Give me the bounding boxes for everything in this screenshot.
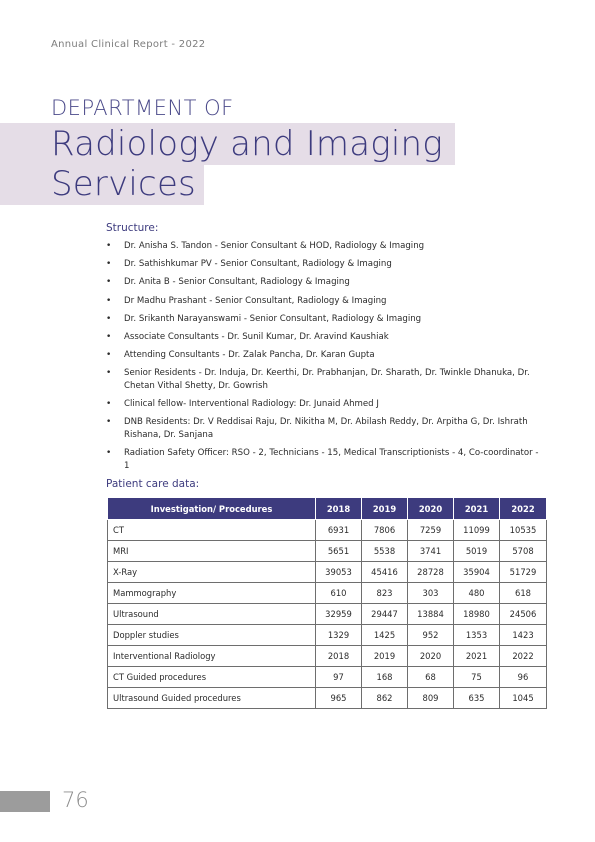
list-item: • Attending Consultants - Dr. Zalak Pancha, Dr. Karan Gupta	[106, 349, 546, 362]
value-cell: 68	[408, 667, 454, 688]
table-row	[108, 604, 547, 625]
value-cell: 3741	[408, 541, 454, 562]
table-row	[108, 562, 547, 583]
table-row	[108, 625, 547, 646]
list-item: • Dr. Srikanth Narayanswami - Senior Consultant, Radiology & Imaging	[106, 313, 546, 326]
value-cell: 35904	[454, 562, 500, 583]
table-header-row	[108, 498, 547, 520]
value-cell: 5708	[500, 541, 547, 562]
value-cell: 480	[454, 583, 500, 604]
patient-care-table	[107, 497, 547, 709]
value-cell: 10535	[500, 520, 547, 541]
page-number: 76	[62, 788, 89, 812]
value-cell: 11099	[454, 520, 500, 541]
row-label-cell: X-Ray	[108, 562, 316, 583]
patient-care-heading: Patient care data:	[106, 478, 200, 490]
value-cell: 75	[454, 667, 500, 688]
page-title-line-2: Services	[51, 164, 196, 204]
value-cell: 862	[362, 688, 408, 709]
value-cell: 1329	[316, 625, 362, 646]
value-cell: 1045	[500, 688, 547, 709]
value-cell: 96	[500, 667, 547, 688]
value-cell: 7806	[362, 520, 408, 541]
value-cell: 5651	[316, 541, 362, 562]
value-cell: 2021	[454, 646, 500, 667]
list-item: • Dr. Sathishkumar PV - Senior Consultant, Radiology & Imaging	[106, 258, 546, 271]
value-cell: 29447	[362, 604, 408, 625]
value-cell: 39053	[316, 562, 362, 583]
value-cell: 24506	[500, 604, 547, 625]
page-title-line-1: Radiology and Imaging	[51, 124, 443, 164]
column-header: 2021	[454, 498, 500, 520]
value-cell: 7259	[408, 520, 454, 541]
row-label-cell: CT Guided procedures	[108, 667, 316, 688]
column-header: 2022	[500, 498, 547, 520]
value-cell: 965	[316, 688, 362, 709]
value-cell: 2020	[408, 646, 454, 667]
value-cell: 28728	[408, 562, 454, 583]
value-cell: 18980	[454, 604, 500, 625]
row-label-cell: Ultrasound	[108, 604, 316, 625]
structure-heading: Structure:	[106, 222, 159, 234]
value-cell: 13884	[408, 604, 454, 625]
list-item: • Dr. Anisha S. Tandon - Senior Consultant & HOD, Radiology & Imaging	[106, 240, 546, 253]
column-header: 2019	[362, 498, 408, 520]
list-item: • Associate Consultants - Dr. Sunil Kumar, Dr. Aravind Kaushiak	[106, 331, 546, 344]
value-cell: 618	[500, 583, 547, 604]
value-cell: 97	[316, 667, 362, 688]
value-cell: 51729	[500, 562, 547, 583]
value-cell: 1423	[500, 625, 547, 646]
value-cell: 6931	[316, 520, 362, 541]
value-cell: 168	[362, 667, 408, 688]
value-cell: 823	[362, 583, 408, 604]
running-head: Annual Clinical Report - 2022	[51, 39, 206, 50]
row-label-cell: MRI	[108, 541, 316, 562]
structure-list	[106, 240, 546, 478]
department-label: DEPARTMENT OF	[51, 96, 234, 120]
row-label-cell: CT	[108, 520, 316, 541]
value-cell: 952	[408, 625, 454, 646]
value-cell: 1425	[362, 625, 408, 646]
row-label-cell: Mammography	[108, 583, 316, 604]
table-row	[108, 583, 547, 604]
value-cell: 635	[454, 688, 500, 709]
value-cell: 809	[408, 688, 454, 709]
table-row	[108, 667, 547, 688]
table-row	[108, 520, 547, 541]
list-item: • Radiation Safety Officer: RSO - 2, Technicians - 15, Medical Transcriptionists - 4, Co-coordinator - 1	[106, 447, 546, 472]
list-item: • Dr Madhu Prashant - Senior Consultant, Radiology & Imaging	[106, 295, 546, 308]
value-cell: 610	[316, 583, 362, 604]
value-cell: 5538	[362, 541, 408, 562]
list-item: • Senior Residents - Dr. Induja, Dr. Keerthi, Dr. Prabhanjan, Dr. Sharath, Dr. Twinkle Dhanuka, Dr. Chetan Vithal Shetty, Dr. Gowrish	[106, 367, 546, 392]
list-item: • DNB Residents: Dr. V Reddisai Raju, Dr. Nikitha M, Dr. Abilash Reddy, Dr. Arpitha G, Dr. Ishrath Rishana, Dr. Sanjana	[106, 416, 546, 441]
list-item: • Clinical fellow- Interventional Radiology: Dr. Junaid Ahmed J	[106, 398, 546, 411]
column-header: Investigation/ Procedures	[108, 498, 316, 520]
row-label-cell: Doppler studies	[108, 625, 316, 646]
page-number-tab	[0, 791, 50, 812]
table-body	[108, 520, 547, 709]
table-row	[108, 541, 547, 562]
value-cell: 2019	[362, 646, 408, 667]
value-cell: 303	[408, 583, 454, 604]
table-row	[108, 688, 547, 709]
value-cell: 2018	[316, 646, 362, 667]
row-label-cell: Ultrasound Guided procedures	[108, 688, 316, 709]
value-cell: 45416	[362, 562, 408, 583]
column-header: 2020	[408, 498, 454, 520]
value-cell: 5019	[454, 541, 500, 562]
list-item: • Dr. Anita B - Senior Consultant, Radiology & Imaging	[106, 276, 546, 289]
row-label-cell: Interventional Radiology	[108, 646, 316, 667]
value-cell: 1353	[454, 625, 500, 646]
value-cell: 2022	[500, 646, 547, 667]
column-header: 2018	[316, 498, 362, 520]
table-row	[108, 646, 547, 667]
value-cell: 32959	[316, 604, 362, 625]
